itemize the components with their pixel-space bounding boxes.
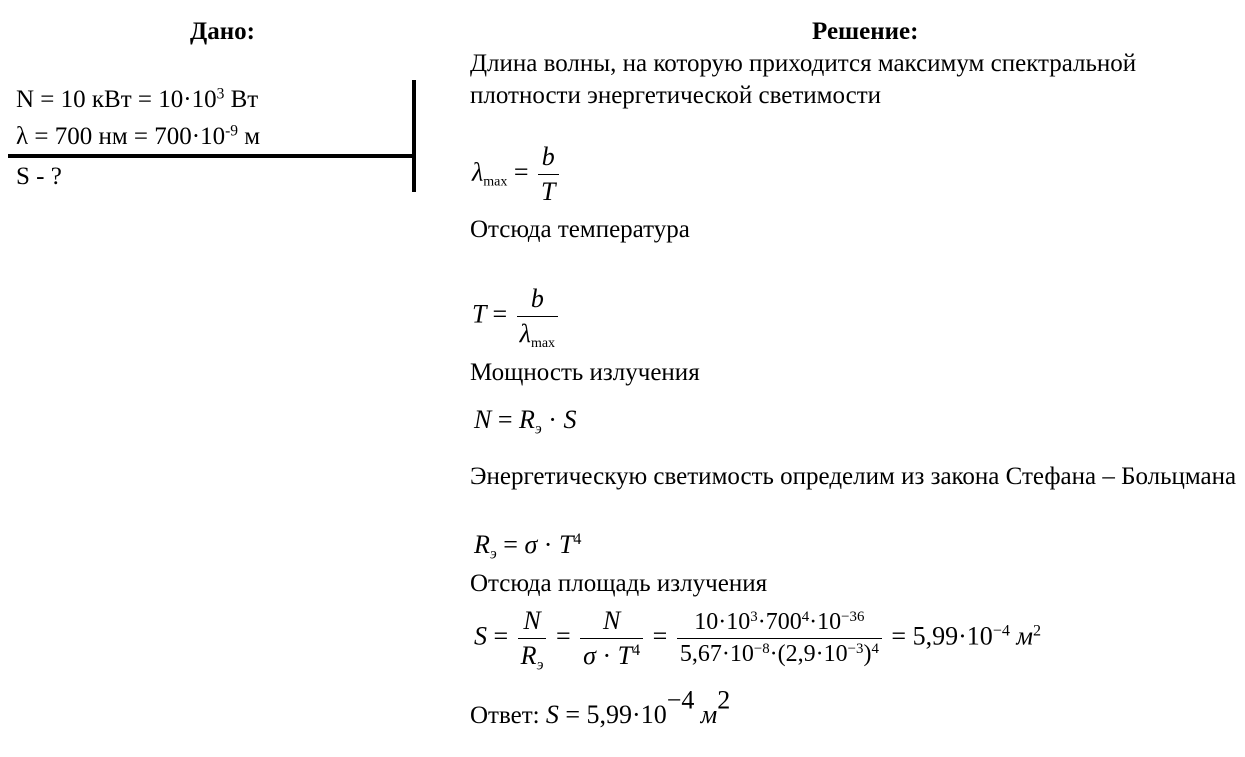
given-unknown: S - ? (16, 163, 62, 190)
formula-area-frac1 (518, 606, 547, 674)
formula-wien-fraction (538, 142, 558, 207)
formula-temperature: T = $\frac{b}{\lambda_{max}}$ (472, 284, 561, 349)
formula-area-frac1-den (518, 639, 547, 674)
answer-value: 5,99·10 (586, 700, 667, 729)
formula-stefan-R: R (474, 530, 490, 559)
formula-area-num-a: 10·10 (694, 609, 751, 635)
formula-area-frac2-sigma: σ (583, 641, 596, 670)
formula-area-unit: м (1016, 621, 1033, 651)
formula-power-N: N (474, 405, 492, 434)
given-wavelength (16, 123, 260, 151)
formula-area-frac1-R: R (520, 641, 537, 670)
given-wavelength-text: λ = 700 нм = 700·10 (16, 123, 226, 150)
formula-temperature-T: T (472, 299, 486, 329)
solution-text-area: Отсюда площадь излучения (470, 570, 768, 597)
given-wavelength-exp: -9 (225, 122, 239, 140)
formula-area-num-exp-m36: −36 (841, 608, 865, 625)
formula-area-result: 5,99·10 (912, 621, 993, 651)
solution-text-stefan: Энергетическую светимость определим из закона Стефана – Больцмана (470, 463, 1237, 490)
formula-power-S: S (563, 405, 577, 434)
formula-area-frac3 (677, 609, 882, 668)
formula-area-frac2-den: $\sigma \cdot T^4$ (583, 641, 641, 670)
given-divider-horizontal (8, 154, 416, 158)
formula-area-S: S (474, 621, 487, 651)
given-divider-vertical (412, 80, 416, 192)
formula-stefan: $R_э = \sigma \cdot T^4$ (474, 530, 582, 563)
answer-exp: −4 (666, 685, 695, 715)
formula-area-unit-exp: 2 (1032, 622, 1042, 640)
formula-temperature-b: b (517, 284, 558, 317)
formula-area-result-exp: −4 (992, 622, 1010, 640)
formula-area-frac3-num (677, 609, 882, 639)
answer-S: S (545, 700, 559, 729)
formula-area-num-c: ·10 (809, 609, 842, 635)
formula-area-frac2-T: T (617, 641, 633, 670)
formula-area-frac2 (580, 606, 643, 671)
formula-wien-max: max (483, 174, 508, 190)
formula-area-num-b: ·700 (757, 609, 802, 635)
formula-temperature-denominator (517, 317, 558, 349)
formula-area-num-exp3: 3 (750, 608, 758, 625)
formula-area-frac1-e: э (536, 656, 544, 674)
formula-power: $N = R_э \cdot S$ (474, 405, 577, 438)
formula-area-den-exp-m3: −3 (847, 640, 864, 657)
answer-unit: м (700, 700, 718, 729)
formula-temperature-lambda: λ (519, 319, 531, 348)
given-power-exp: 3 (216, 85, 225, 103)
solution-text-wavelength: Длина волны, на которую приходится максимум спектральной плотности энергетической светимости (470, 50, 1137, 109)
formula-wien-lambda: λ (472, 157, 484, 187)
formula-wien-T: T (541, 177, 556, 206)
formula-area-num-exp4: 4 (801, 608, 810, 625)
given-title: Дано: (190, 18, 255, 45)
formula-stefan-T: T (558, 530, 574, 559)
given-power-unit: Вт (224, 86, 259, 113)
formula-stefan-sigma: σ (524, 530, 538, 559)
formula-area-frac2-num: N (580, 606, 643, 639)
formula-temperature-max: max (530, 335, 556, 351)
answer-label: Ответ: (470, 702, 540, 729)
formula-area-den-c: ) (863, 641, 872, 667)
solution-text-temperature: Отсюда температура (470, 216, 690, 243)
formula-power-R: R (519, 405, 535, 434)
formula-area-den-a: 5,67·10 (679, 641, 754, 667)
formula-area-den-exp-m8: −8 (753, 640, 770, 657)
given-wavelength-unit: м (238, 123, 261, 150)
answer-unit-exp: 2 (717, 685, 731, 715)
formula-power-e: э (534, 420, 542, 438)
formula-wien: $\lambda_{max}$ = $\frac{b}{T}$ (472, 142, 562, 207)
formula-area-frac1-num: N (518, 606, 547, 639)
solution-text-power: Мощность излучения (470, 359, 700, 386)
formula-area: S = $\frac{N}{R_э}$ = $\frac{N}{\sigma \cdot T^4}$ = $\frac{10\cdot 10^3\cdot 700^4\cdot 10^{-36}}{5,67\cdot 10^{-8}\cdot(2,9\cdot 10^{-3})^4}$ = $5,99\cdot 10^{-4}$ $м^2$ (474, 606, 1042, 674)
formula-area-frac2-exp: 4 (632, 642, 641, 660)
formula-area-den-exp4: 4 (871, 640, 879, 657)
formula-wien-b: b (538, 142, 558, 175)
formula-area-den-b: ·(2,9·10 (769, 641, 848, 667)
formula-stefan-e: э (489, 545, 497, 563)
answer-line: Ответ: $S = 5,99\cdot 10^{-4}$ $м^2$ (470, 685, 731, 729)
formula-temperature-fraction (517, 284, 558, 349)
formula-area-frac3-den (677, 639, 882, 668)
given-power (16, 86, 258, 114)
solution-title: Решение: (812, 18, 919, 45)
formula-stefan-exp: 4 (573, 531, 582, 549)
given-power-text: N = 10 кВт = 10·10 (16, 86, 217, 113)
